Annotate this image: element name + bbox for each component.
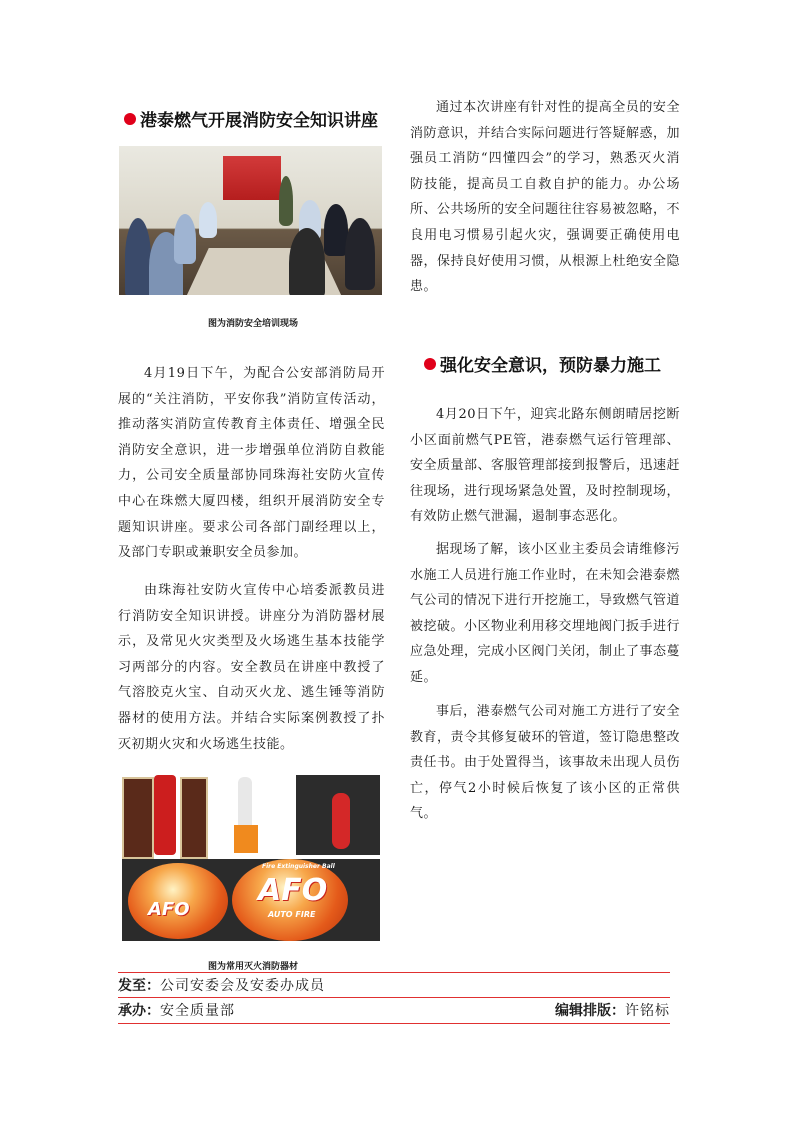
article2-paragraph3: 事后，港泰燃气公司对施工方进行了安全教育，责令其修复破环的管道，签订隐患整改责任书。由于处置得当，该事故未出现人员伤亡，停气2小时候后恢复了该小区的正常供气。 [410, 704, 681, 822]
article2-heading: 强化安全意识，预防暴力施工 [424, 351, 661, 376]
photo2-caption: 图为常用灭火消防器材 [207, 962, 298, 972]
footer-rule-bottom [118, 1023, 670, 1024]
footer-sent-to: 发至：公司安委会及安委办成员 [118, 978, 325, 994]
extinguisher-bottle [332, 793, 350, 849]
article1-heading: 港泰燃气开展消防安全知识讲座 [124, 106, 378, 131]
footer-undertaker: 承办：安全质量部 编辑排版：许铭标 [118, 1000, 670, 1020]
aerosol-box [122, 777, 154, 859]
photo1-caption: 图为消防安全培训现场 [207, 319, 298, 329]
projector-screen [223, 156, 281, 200]
red-bullet-icon [124, 113, 136, 125]
footer-editor: 编辑排版：许铭标 [555, 1003, 670, 1019]
footer-rule-middle [118, 997, 670, 998]
article1-paragraph3: 通过本次讲座有针对性的提高全员的安全消防意识，并结合实际问题进行答疑解惑，加强员工消防“四懂四会”的学习，熟悉灭火消防技能，提高员工自救自护的能力。办公场所、公共场所的安全问题往往容易被忽略，不良用电习惯易引起火灾，强调要正确使用电器，保持良好使用习惯，从根源上杜绝安全隐患。 [410, 100, 681, 295]
auto-fire-dragon [238, 777, 252, 831]
article2-paragraph1: 4月20日下午，迎宾北路东侧朗晴居挖断小区面前燃气PE管，港泰燃气运行管理部、安全质量部、客服管理部接到报警后，迅速赶往现场，进行现场紧急处置，及时控制现场，有效防止燃气泄漏，遏制事态恶化。 [410, 407, 681, 525]
red-bullet-icon [424, 358, 436, 370]
footer-rule-top [118, 972, 670, 973]
article1-paragraph1: 4月19日下午，为配合公安部消防局开展的“关注消防，平安你我”消防宣传活动，推动落实消防宣传教育主体责任、增强全民消防安全意识，进一步增强单位消防自救能力，公司安全质量部协同珠海社安防火宣传中心在珠燃大厦四楼，组织开展消防安全专题知识讲座。要求公司各部门副经理以上，及部门专职或兼职安全员参加。 [118, 366, 385, 561]
article1-paragraph2: 由珠海社安防火宣传中心培委派教员进行消防安全知识讲授。讲座分为消防器材展示，及常见火灾类型及火场逃生基本技能学习两部分的内容。安全教员在讲座中教授了气溶胶克火宝、自动灭火龙、逃生锤等消防器材的使用方法。并结合实际案例教授了扑灭初期火灾和火场逃生技能。 [118, 583, 385, 752]
article2-paragraph2: 据现场了解，该小区业主委员会请维修污水施工人员进行施工作业时，在未知会港泰燃气公司的情况下进行开挖施工，导致燃气管道被挖破。小区物业利用移交埋地阀门扳手进行应急处理，完成小区阀门关闭，制止了事态蔓延。 [410, 542, 681, 685]
equipment-photo: AFO AFO Fire Extinguisher Ball AUTO FIRE [122, 773, 380, 941]
training-photo [119, 146, 382, 295]
aerosol-can [154, 775, 176, 855]
